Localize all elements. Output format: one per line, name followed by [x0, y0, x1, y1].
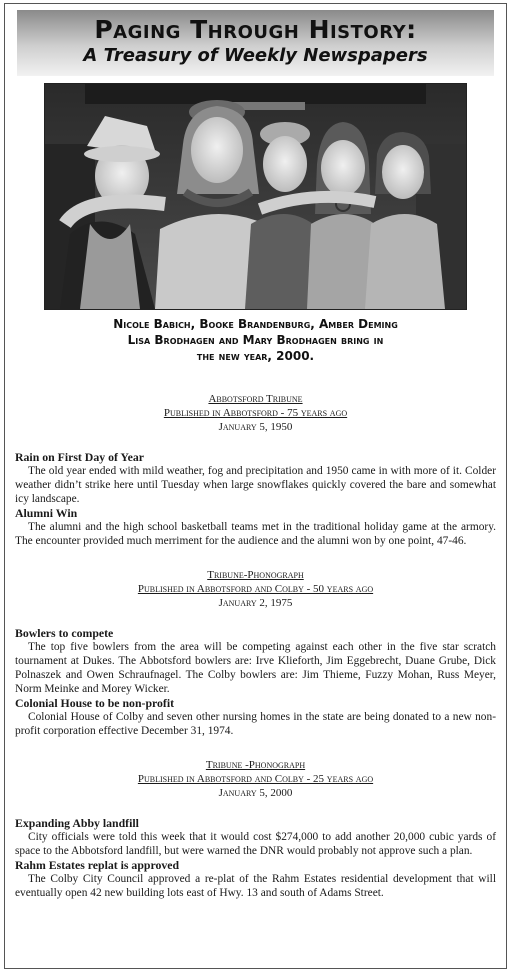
article-body: City officials were told this week that it would cost $274,000 to add another 20,000 cubic yards of space to the Abbotsford landfill, but were warned the DNR would probably not approve such a plan.	[15, 831, 496, 857]
masthead	[17, 10, 494, 76]
article-body: The Colby City Council approved a re-plat of the Rahm Estates residential development that will eventually open 42 new building lots east of Hwy. 13 and south of Adams Street.	[15, 873, 496, 899]
article-heading: Colonial House to be non-profit	[15, 696, 175, 710]
published-line: Published in Abbotsford - 75 years ago	[163, 407, 348, 419]
source-block	[5, 758, 506, 800]
paper-name: Tribune-Phonograph	[207, 569, 304, 581]
issue-date: January 5, 1950	[218, 421, 293, 433]
group-photo	[44, 83, 467, 310]
article-body: Colonial House of Colby and seven other nursing homes in the state are being donated to a new non-profit corporation effective December 31, 1974.	[15, 711, 496, 737]
article-body: The top five bowlers from the area will be competing against each other in the five star scratch tournament at Dukes. The Abbotsford bowlers are: Irve Klieforth, Jim Eggebrecht, Duane Grube, Dick Polnaszek and Owen Schraufnagel. The Colby bowlers are: Jim Thieme, Fuzzy Mohan, Russ Meyer, Norm Meinke and Morey Wicker.	[15, 641, 496, 695]
caption-line: Lisa Brodhagen and Mary Brodhagen bring in	[127, 333, 384, 347]
articles	[15, 626, 496, 738]
article-heading: Rahm Estates replat is approved	[15, 858, 180, 872]
paper-name: Tribune -Phonograph	[205, 759, 306, 771]
article-body: The old year ended with mild weather, fog and precipitation and 1950 came in with more of it. Colder weather didn’t strike here until Tuesday when large snowflakes quickly covered the bare and somewhat icy landscape.	[15, 465, 496, 505]
article-heading: Bowlers to compete	[15, 626, 114, 640]
articles	[15, 450, 496, 548]
articles	[15, 816, 496, 900]
caption-line: the new year, 2000.	[196, 349, 315, 363]
masthead-title: Paging Through History:	[94, 15, 417, 44]
issue-date: January 2, 1975	[218, 597, 293, 609]
article-heading: Alumni Win	[15, 506, 78, 520]
published-line: Published in Abbotsford and Colby - 25 years ago	[137, 773, 374, 785]
caption-line: Nicole Babich, Booke Brandenburg, Amber Deming	[113, 317, 398, 331]
article-heading: Expanding Abby landfill	[15, 816, 139, 830]
photo-caption	[5, 316, 506, 364]
photo-illustration	[45, 84, 466, 309]
paper-name: Abbotsford Tribune	[208, 393, 303, 405]
source-block	[5, 568, 506, 610]
page-frame	[4, 3, 507, 969]
article-heading: Rain on First Day of Year	[15, 450, 144, 464]
published-line: Published in Abbotsford and Colby - 50 years ago	[137, 583, 374, 595]
issue-date: January 5, 2000	[218, 787, 293, 799]
source-block	[5, 392, 506, 434]
masthead-subtitle: A Treasury of Weekly Newspapers	[83, 45, 428, 66]
article-body: The alumni and the high school basketball teams met in the traditional holiday game at the armory. The encounter provided much merriment for the audience and the alumni won by one point, 47-46.	[15, 521, 496, 547]
